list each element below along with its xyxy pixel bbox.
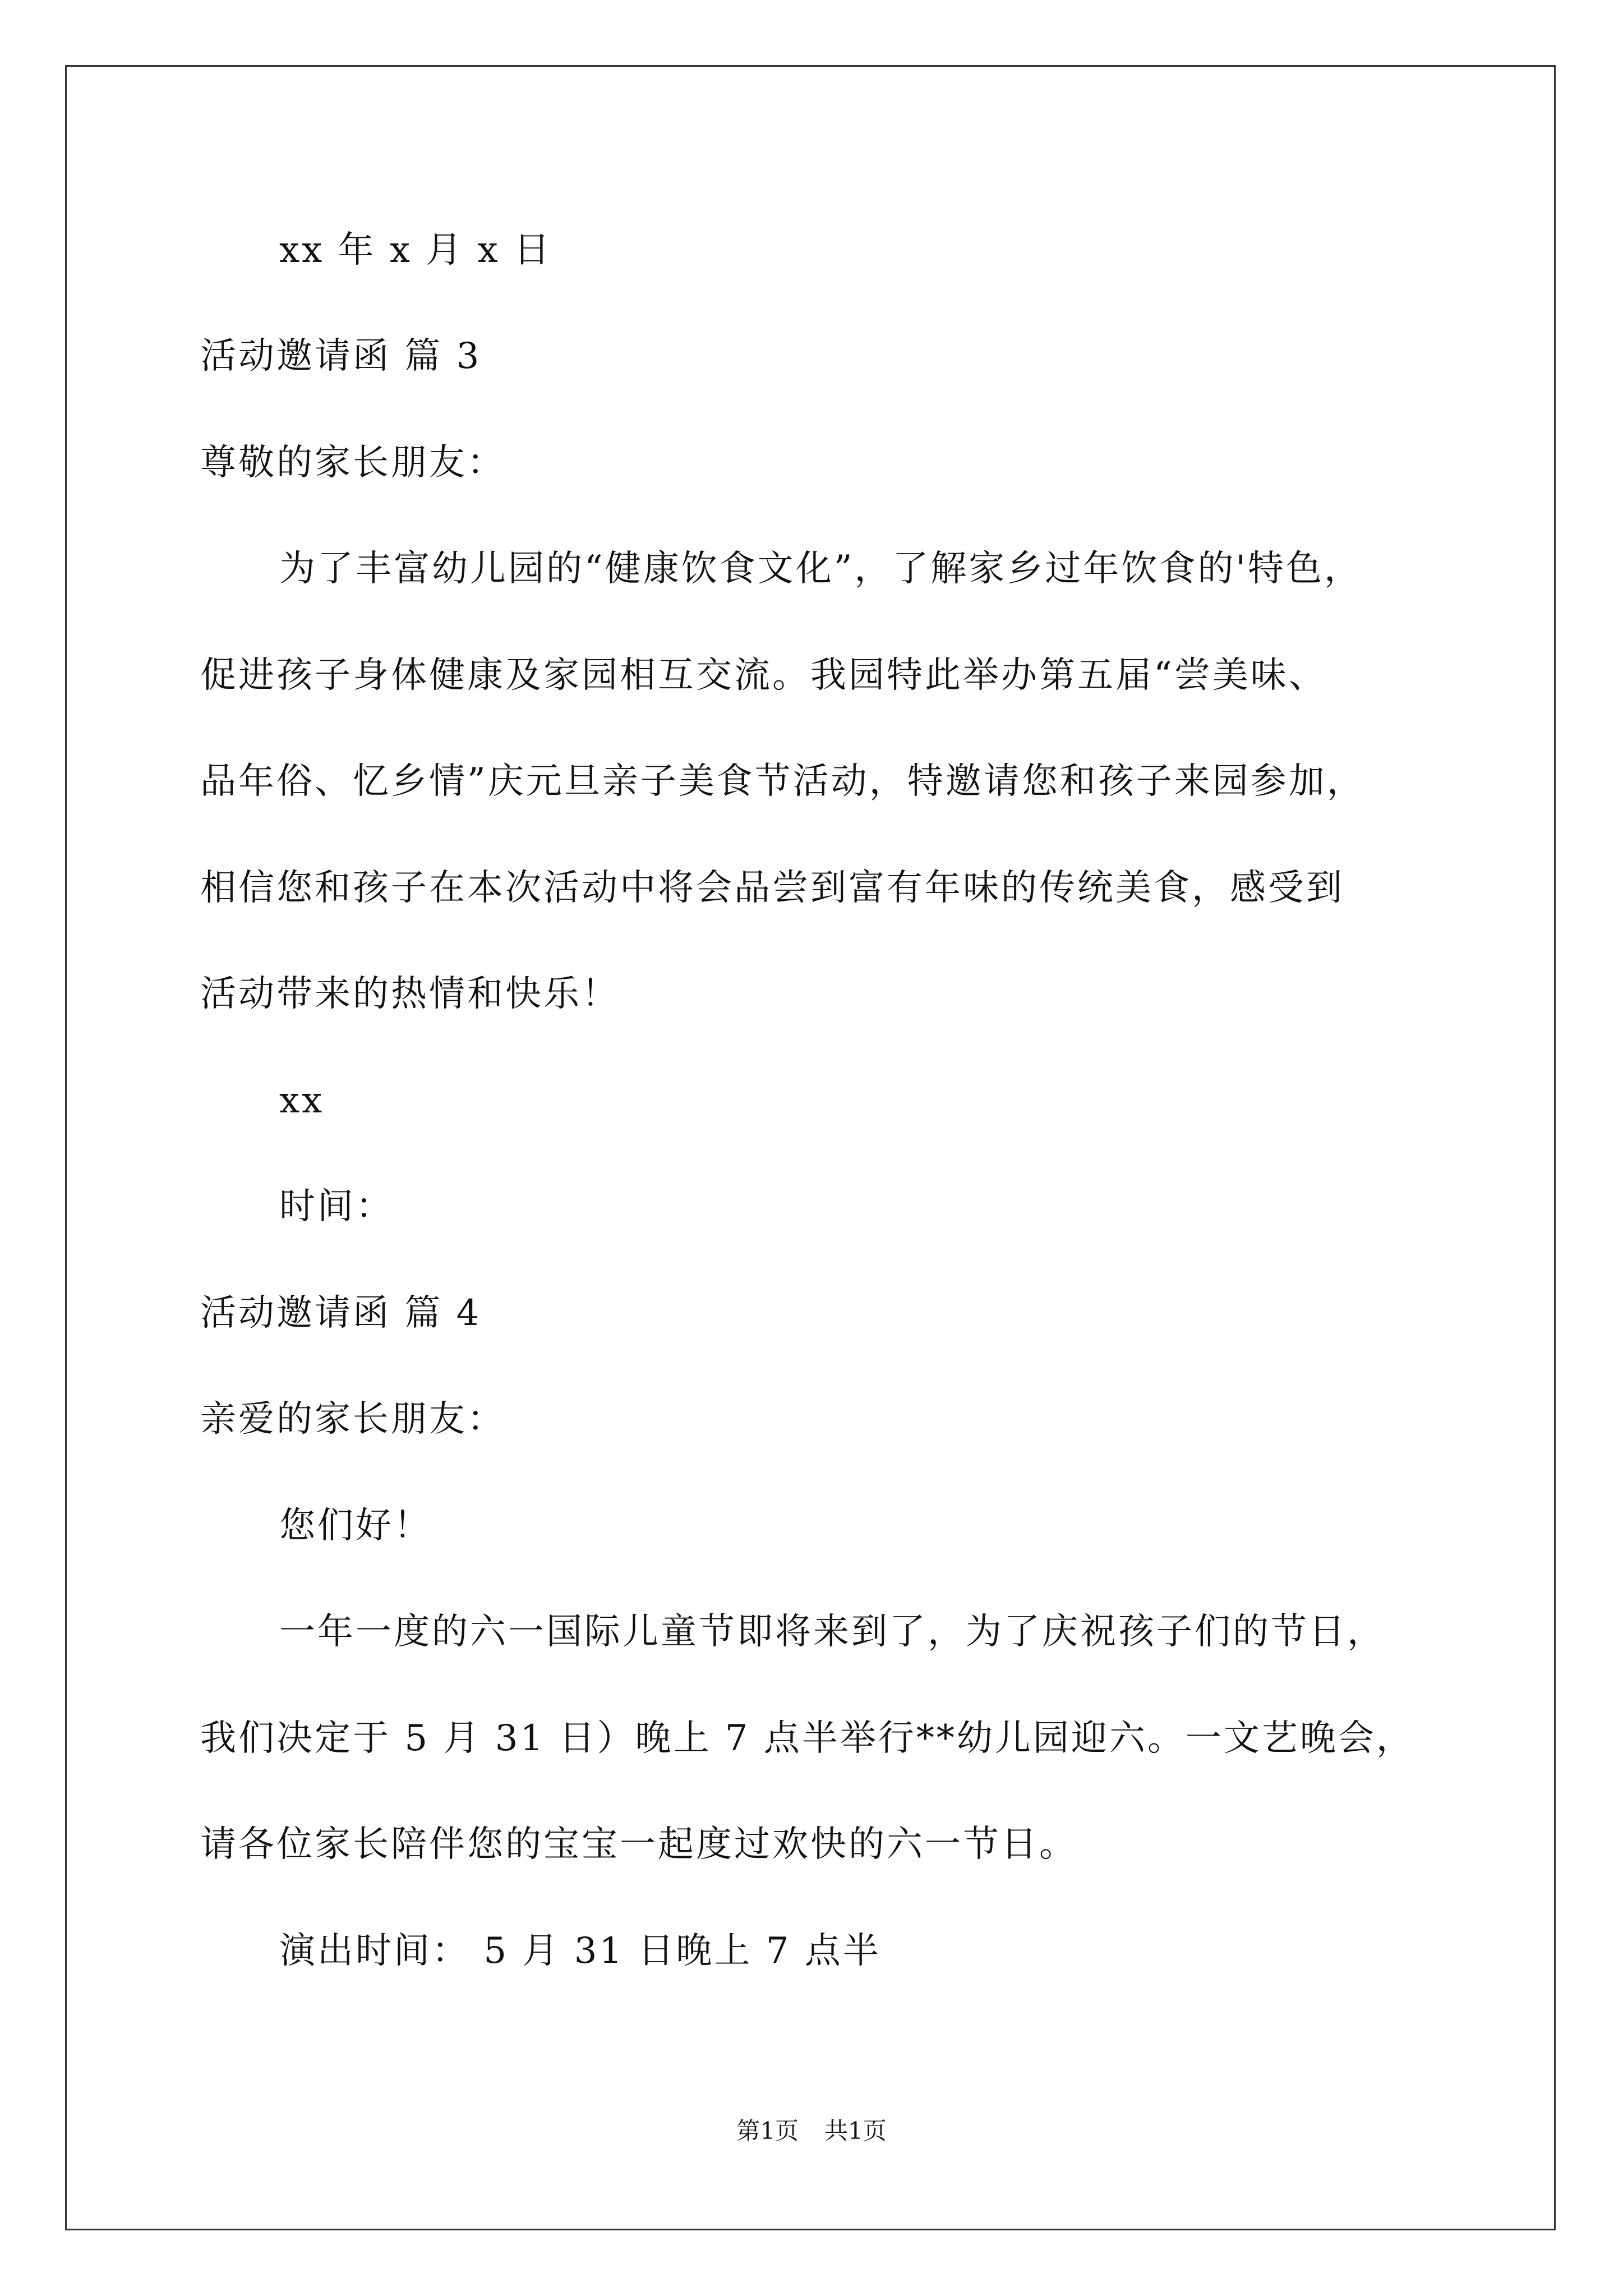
section-title-4: 活动邀请函 篇 4: [200, 1292, 482, 1334]
salutation-3: 尊敬的家长朋友：: [200, 442, 505, 484]
greeting-4: 您们好！: [279, 1505, 432, 1547]
paragraph-4-line-2: 我们决定于 5 月 31 日）晚上 7 点半举行**幼儿园迎六。一文艺晚会，: [200, 1718, 1414, 1759]
paragraph-3-line-4: 相信您和孩子在本次活动中将会品尝到富有年味的传统美食，感受到: [200, 867, 1344, 909]
paragraph-3-line-5: 活动带来的热情和快乐！: [200, 973, 620, 1015]
paragraph-3-line-2: 促进孩子身体健康及家园相互交流。我园特此举办第五届“尝美味、: [200, 655, 1327, 696]
page-border: [65, 65, 1556, 2230]
page-number: 第1页: [736, 2117, 799, 2145]
time-label-3: 时间：: [279, 1186, 394, 1227]
salutation-4: 亲爱的家长朋友：: [200, 1398, 505, 1440]
paragraph-3-line-1: 为了丰富幼儿园的“健康饮食文化”，了解家乡过年饮食的'特色，: [279, 548, 1363, 590]
page-total: 共1页: [824, 2117, 887, 2145]
paragraph-3-line-3: 品年俗、忆乡情”庆元旦亲子美食节活动，特邀请您和孩子来园参加，: [200, 761, 1365, 802]
section-title-3: 活动邀请函 篇 3: [200, 335, 482, 377]
performance-time: 演出时间： 5 月 31 日晚上 7 点半: [279, 1930, 881, 1972]
signature-3: xx: [279, 1080, 325, 1121]
page-footer: [0, 2119, 1623, 2143]
paragraph-4-line-1: 一年一度的六一国际儿童节即将来到了，为了庆祝孩子们的节日，: [279, 1611, 1385, 1653]
paragraph-4-line-3: 请各位家长陪伴您的宝宝一起度过欢快的六一节日。: [200, 1824, 1077, 1865]
date-line: xx 年 x 月 x 日: [279, 229, 552, 271]
